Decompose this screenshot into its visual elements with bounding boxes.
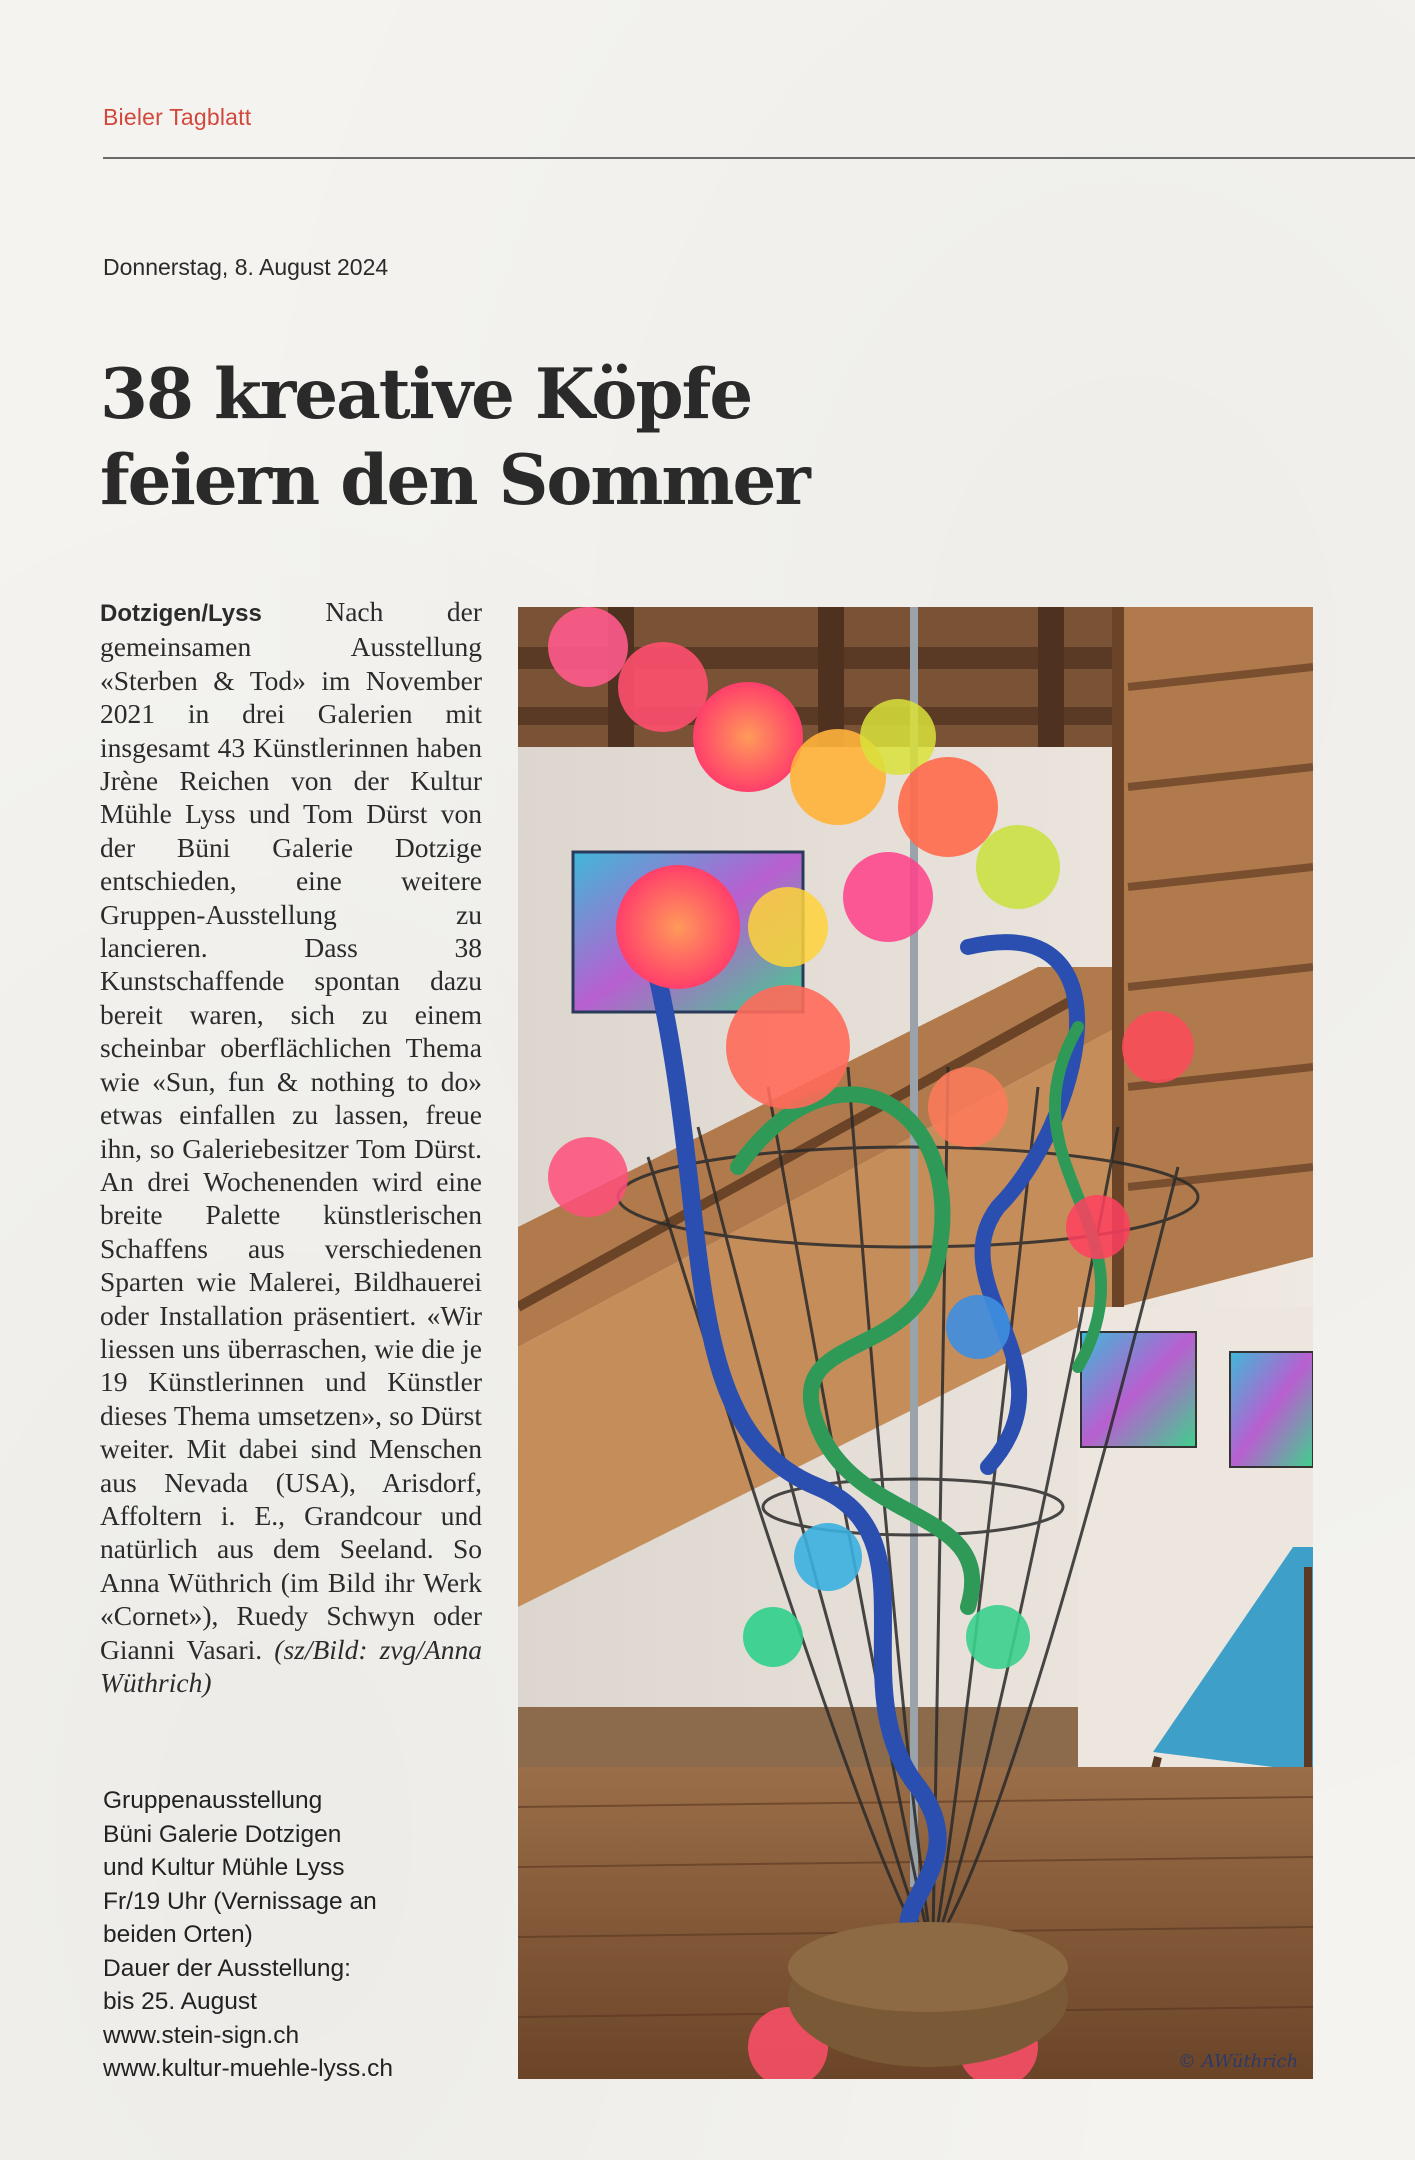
artwork-photo — [518, 607, 1313, 2079]
headline-line-2: feiern den Sommer — [100, 440, 809, 521]
issue-date: Donnerstag, 8. August 2024 — [103, 254, 389, 280]
article-dateline: Dotzigen/Lyss — [100, 600, 262, 627]
info-line: und Kultur Mühle Lyss — [103, 1854, 345, 1881]
info-line: Gruppenausstellung — [103, 1787, 323, 1814]
headline — [100, 352, 920, 524]
artwork-illustration — [518, 607, 1313, 2079]
article-text: Nach der gemeinsamen Ausstellung «Sterben & Tod» im November 2021 in drei Galerien mit insgesamt 43 Künstlerinnen haben Jrène Reichen von der Kultur Mühle Lyss und Tom Dürst von der Büni Galerie Dotzige entschieden, eine weitere Gruppen-Ausstellung zu lancieren. Dass 38 Kunstschaffende spontan dazu bereit waren, sich zu einem scheinbar oberflächlichen Thema wie «Sun, fun & nothing to do» etwas einfallen zu lassen, freue ihn, so Galeriebesitzer Tom Dürst. An drei Wochenenden wird eine breite Palette künstlerischen Schaffens aus verschiedenen Sparten wie Malerei, Bildhauerei oder Installation präsentiert. «Wir liessen uns überraschen, wie die je 19 Künstlerinnen und Künstler dieses Thema umsetzen», so Dürst weiter. Mit dabei sind Menschen aus Nevada (USA), Arisdorf, Affoltern i. E., Grandcour und natürlich aus dem Seeland. So Anna Wüthrich (im Bild ihr Werk «Cornet»), Ruedy Schwyn oder Gianni Vasari. — [100, 596, 483, 1665]
info-line: Fr/19 Uhr (Vernissage an — [103, 1887, 377, 1915]
artist-signature: © AWüthrich — [1178, 2051, 1299, 2072]
headline-line-1: 38 kreative Köpfe — [100, 354, 752, 435]
info-line: www.stein-sign.ch — [103, 2021, 300, 2049]
info-line: Dauer der Ausstellung: — [103, 1954, 351, 1982]
info-line: bis 25. August — [103, 1988, 257, 2015]
event-info-box — [103, 1784, 483, 2086]
info-line: beiden Orten) — [103, 1921, 253, 1948]
info-line: Büni Galerie Dotzigen — [103, 1820, 342, 1848]
article-body — [100, 595, 482, 1699]
publication-name: Bieler Tagblatt — [103, 104, 252, 130]
photo-credit: (sz/Bild: zvg/Anna Wüthrich) — [100, 1633, 482, 1698]
header-rule — [103, 157, 1415, 159]
info-line: www.kultur-muehle-lyss.ch — [103, 2055, 393, 2082]
